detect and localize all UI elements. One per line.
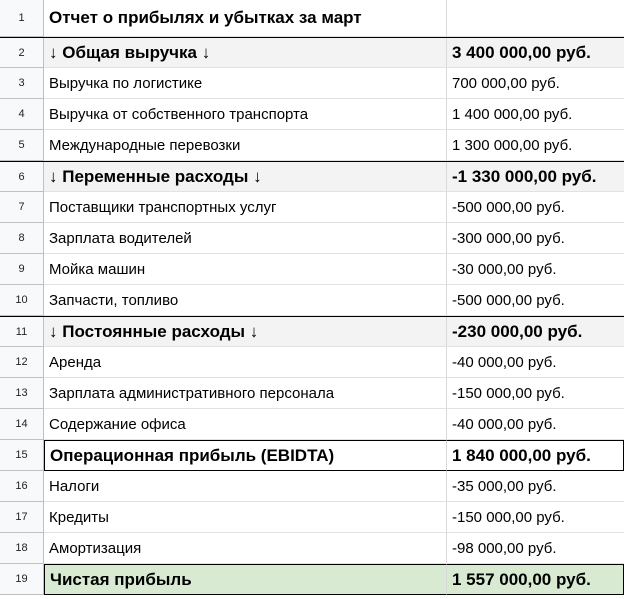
row-number[interactable]: 6 xyxy=(0,162,44,192)
value-cell[interactable]: -30 000,00 руб. xyxy=(447,254,624,285)
label-cell[interactable]: ↓ Общая выручка ↓ xyxy=(44,38,447,68)
label-cell[interactable]: Кредиты xyxy=(44,502,447,533)
row-number[interactable]: 10 xyxy=(0,285,44,316)
value-cell[interactable]: -230 000,00 руб. xyxy=(447,317,624,347)
value-cell[interactable]: -40 000,00 руб. xyxy=(447,409,624,440)
row-number[interactable]: 14 xyxy=(0,409,44,440)
value-cell[interactable]: -40 000,00 руб. xyxy=(447,347,624,378)
label-cell[interactable]: Аренда xyxy=(44,347,447,378)
row-number[interactable]: 1 xyxy=(0,0,44,37)
table-row xyxy=(0,161,624,192)
value-cell[interactable]: 700 000,00 руб. xyxy=(447,68,624,99)
label-cell[interactable]: Зарплата водителей xyxy=(44,223,447,254)
label-cell[interactable]: Чистая прибыль xyxy=(44,564,447,595)
row-number[interactable]: 19 xyxy=(0,564,44,595)
value-cell[interactable]: -500 000,00 руб. xyxy=(447,192,624,223)
sheet-title-cell[interactable]: Отчет о прибылях и убытках за март xyxy=(44,0,447,37)
label-cell[interactable]: Запчасти, топливо xyxy=(44,285,447,316)
row-number[interactable]: 13 xyxy=(0,378,44,409)
table-row xyxy=(0,192,624,223)
value-cell[interactable]: 1 557 000,00 руб. xyxy=(447,564,624,595)
value-cell[interactable]: 3 400 000,00 руб. xyxy=(447,38,624,68)
label-cell[interactable]: Международные перевозки xyxy=(44,130,447,161)
row-number[interactable]: 16 xyxy=(0,471,44,502)
row-number[interactable]: 18 xyxy=(0,533,44,564)
row-number[interactable]: 12 xyxy=(0,347,44,378)
label-cell[interactable]: Содержание офиса xyxy=(44,409,447,440)
label-cell[interactable]: Поставщики транспортных услуг xyxy=(44,192,447,223)
label-cell[interactable]: Операционная прибыль (EBIDTA) xyxy=(44,440,447,471)
value-cell[interactable]: 1 840 000,00 руб. xyxy=(447,440,624,471)
value-cell[interactable]: -300 000,00 руб. xyxy=(447,223,624,254)
table-row xyxy=(0,99,624,130)
value-cell[interactable]: 1 400 000,00 руб. xyxy=(447,99,624,130)
row-number[interactable]: 5 xyxy=(0,130,44,161)
label-cell[interactable]: ↓ Переменные расходы ↓ xyxy=(44,162,447,192)
table-row xyxy=(0,0,624,37)
value-cell[interactable]: -98 000,00 руб. xyxy=(447,533,624,564)
table-row xyxy=(0,347,624,378)
label-cell[interactable]: Амортизация xyxy=(44,533,447,564)
table-row xyxy=(0,68,624,99)
table-row xyxy=(0,285,624,316)
label-cell[interactable]: Зарплата административного персонала xyxy=(44,378,447,409)
label-cell[interactable]: ↓ Постоянные расходы ↓ xyxy=(44,317,447,347)
row-number[interactable]: 4 xyxy=(0,99,44,130)
row-number[interactable]: 8 xyxy=(0,223,44,254)
value-cell[interactable]: -500 000,00 руб. xyxy=(447,285,624,316)
table-row xyxy=(0,533,624,564)
row-number[interactable]: 15 xyxy=(0,440,44,471)
table-row xyxy=(0,440,624,471)
label-cell[interactable]: Выручка от собственного транспорта xyxy=(44,99,447,130)
label-cell[interactable]: Мойка машин xyxy=(44,254,447,285)
value-cell[interactable]: -35 000,00 руб. xyxy=(447,471,624,502)
table-row xyxy=(0,502,624,533)
table-row xyxy=(0,471,624,502)
label-cell[interactable]: Выручка по логистике xyxy=(44,68,447,99)
row-number[interactable]: 11 xyxy=(0,317,44,347)
row-number[interactable]: 17 xyxy=(0,502,44,533)
table-row xyxy=(0,409,624,440)
table-row xyxy=(0,130,624,161)
value-cell[interactable]: 1 300 000,00 руб. xyxy=(447,130,624,161)
table-row xyxy=(0,254,624,285)
row-number[interactable]: 7 xyxy=(0,192,44,223)
table-row xyxy=(0,378,624,409)
row-number[interactable]: 2 xyxy=(0,38,44,68)
row-number[interactable]: 3 xyxy=(0,68,44,99)
value-cell[interactable]: -1 330 000,00 руб. xyxy=(447,162,624,192)
value-cell[interactable]: -150 000,00 руб. xyxy=(447,502,624,533)
table-row xyxy=(0,316,624,347)
value-cell[interactable]: -150 000,00 руб. xyxy=(447,378,624,409)
table-row xyxy=(0,37,624,68)
row-number[interactable]: 9 xyxy=(0,254,44,285)
table-row xyxy=(0,223,624,254)
label-cell[interactable]: Налоги xyxy=(44,471,447,502)
table-row xyxy=(0,564,624,595)
value-cell[interactable] xyxy=(447,0,624,37)
